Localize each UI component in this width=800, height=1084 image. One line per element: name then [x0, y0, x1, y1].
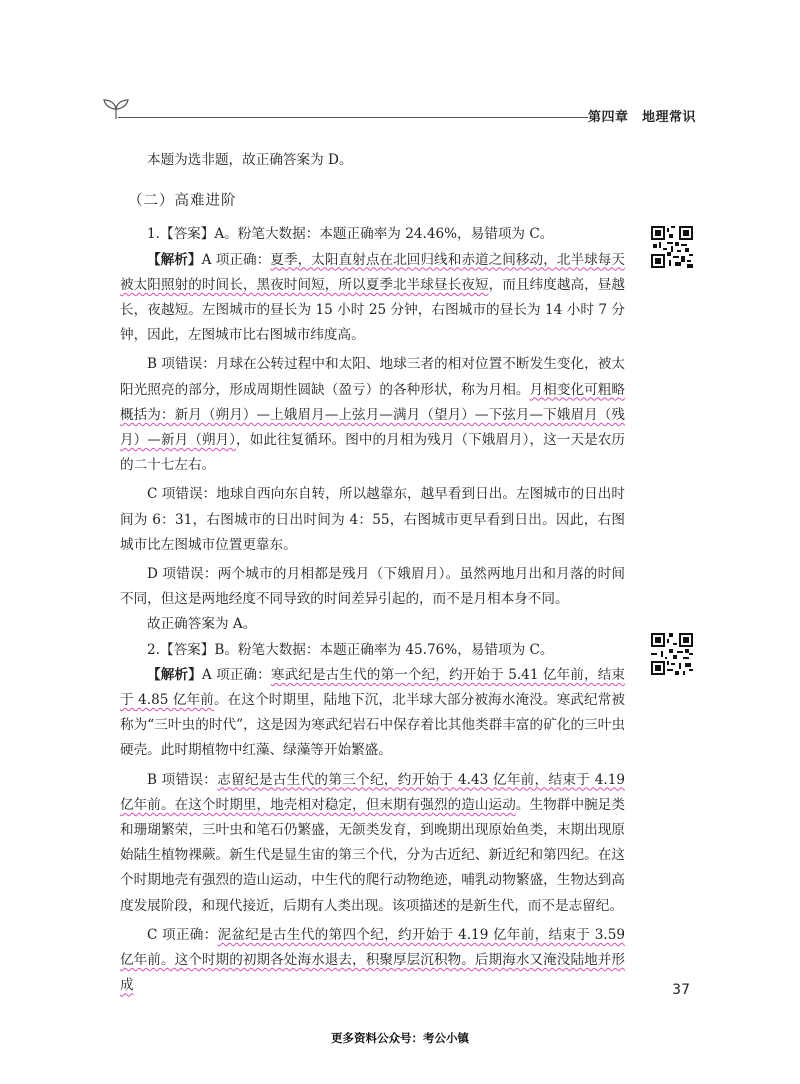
q1-b-text2: ，如此往复循环。图中的月相为残月（下娥眉月），这一天是农历的二十七左右。 [120, 432, 626, 474]
q2-c-underlined: 泥盆纪是古生代的第四个纪，约开始于 4.19 亿年前，结束于 3.59 亿年前。这个时期的初期各处海水退去，积聚厚层沉积物。后期海水又淹没陆地并形成 [120, 926, 625, 994]
q1-analysis-c: C 项错误：地球自西向东自转，所以越靠东，越早看到日出。左图城市的日出时间为 6：31，右图城市的日出时间为 4：55，右图城市更早看到日出。因此，右图城市比左图城市位置更靠东。 [120, 486, 625, 553]
q2-answer-line: 2.【答案】B。粉笔大数据：本题正确率为 45.76%，易错项为 C。 [147, 641, 554, 658]
page-content [120, 148, 625, 999]
q2-a-mid: 。在这个时期里，陆地下沉，北半球大部分被海水淹没。寒武纪常被称为 [120, 692, 625, 734]
q1-analysis-a [120, 248, 625, 349]
q2-analysis-c [120, 923, 625, 999]
section-heading: （二）高难进阶 [128, 193, 237, 210]
q2-a-prefix: A 项正确： [201, 666, 271, 683]
q2-b-underlined: 志留纪是古生代的第三个纪，约开始于 4.43 亿年前，结束于 4.19 亿年前。在这个时期里，地壳相对稳定，但末期有强烈的造山运动 [120, 771, 626, 813]
page-number: 37 [672, 982, 690, 998]
q2-b-rest: 。生物群中腕足类和珊瑚繁荣，三叶虫和笔石仍繁盛，无颌类发育，到晚期出现原始鱼类，末期出现原始陆生植物裸蕨。新生代是显生宙的第三个代，分为古近纪、新近纪和第四纪。在这个时期地壳有强烈的造山运动，中生代的爬行动物绝迹，哺乳动物繁盛，生物达到高度发展阶段，和现代接近，后期有人类出现。该项描述的是新生代，而不是志留纪。 [120, 796, 626, 914]
q1-b-underlined: 月相变化可粗略概括为：新月（朔月）—上娥眉月—上弦月—满月（望月）—下弦月—下娥眉月（残月）—新月（朔月） [120, 381, 626, 449]
q2-c-prefix: C 项正确： [147, 926, 218, 943]
q2-analysis-label: 【解析】 [147, 666, 202, 683]
q1-b-text1: B 项错误：月球在公转过程中和太阳、地球三者的相对位置不断发生变化，被太阳光照亮的部分，形成周期性圆缺（盈亏）的各种形状，称为月相。 [120, 356, 625, 398]
qr-code-icon[interactable] [651, 633, 693, 675]
chapter-title: 第四章 地理常识 [587, 110, 696, 125]
header-rule [118, 117, 588, 118]
qr-code-graphic [651, 633, 693, 675]
q1-conclusion: 故正确答案为 A。 [147, 616, 257, 633]
q1-analysis-b [120, 352, 625, 478]
qr-code-icon[interactable] [651, 226, 693, 268]
q2-b-prefix: B 项错误： [147, 771, 218, 788]
q1-a-rest: ，而且纬度越高，昼越长，夜越短。左图城市的昼长为 15 小时 25 分钟，右图城市的昼长为 14 小时 7 分钟，因此，左图城市比右图城市纬度高。 [120, 276, 626, 344]
q2-a-underlined: 寒武纪是古生代的第一个纪，约开始于 5.41 亿年前，结束于 4.85 亿年前 [120, 666, 626, 709]
q1-a-prefix: A 项正确： [201, 251, 271, 268]
q1-analysis-d: D 项错误：两个城市的月相都是残月（下娥眉月）。虽然两地月出和月落的时间不同，但这是两地经度不同导致的时间差异引起的，而不是月相本身不同。 [120, 566, 625, 608]
qr-code-graphic [651, 226, 693, 268]
q1-a-underlined: 夏季，太阳直射点在北回归线和赤道之间移动，北半球每天被太阳照射的时间长，黑夜时间短，所以夏季北半球昼长夜短 [120, 251, 626, 293]
q1-answer-line: 1.【答案】A。粉笔大数据：本题正确率为 24.46%，易错项为 C。 [147, 226, 554, 243]
intro-paragraph: 本题为选非题，故正确答案为 D。 [147, 152, 353, 168]
q2-analysis-a [120, 663, 625, 764]
q2-a-rest: “三叶虫的时代”，这是因为寒武纪岩石中保存着比其他类群丰富的矿化的三叶虫硬壳。此时期植物中红藻、绿藻等开始繁盛。 [120, 717, 625, 759]
q1-analysis-label: 【解析】 [147, 251, 202, 268]
q2-analysis-b [120, 768, 625, 919]
footer-text: 更多资料公众号：考公小镇 [331, 1031, 469, 1045]
